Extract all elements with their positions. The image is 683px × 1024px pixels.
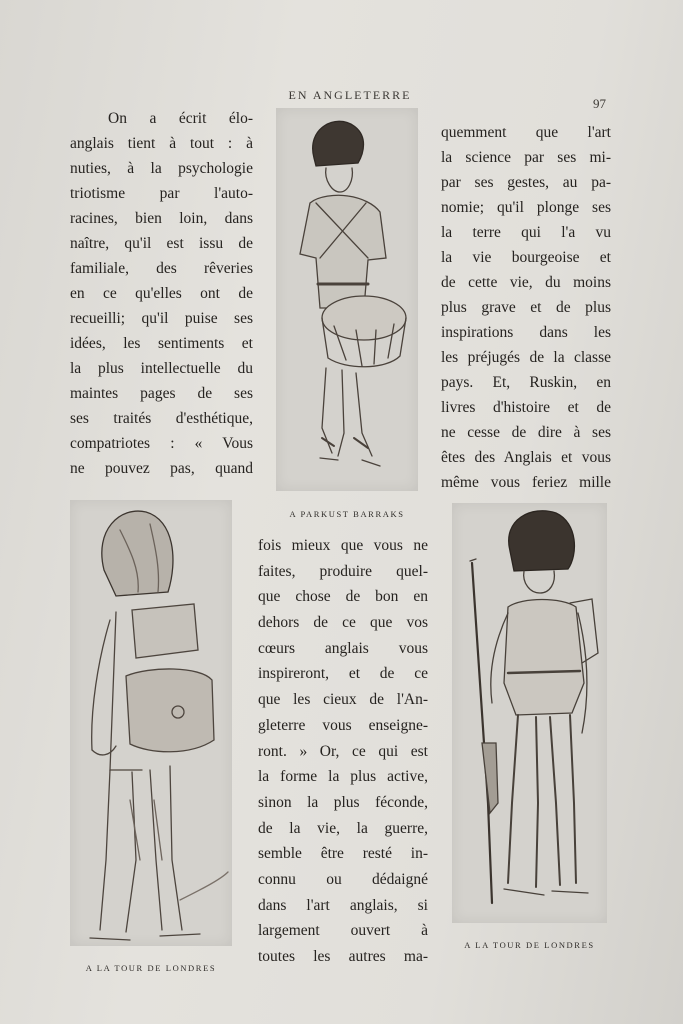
text-line: quemment que l'art <box>441 124 611 141</box>
figure-caption: A PARKUST BARRAKS <box>289 509 405 519</box>
soldier-back-sketch-icon <box>70 500 232 946</box>
text-line: fois mieux que vous ne <box>258 537 428 554</box>
text-line: anglais tient à tout : à <box>70 135 253 152</box>
text-line: par ses gestes, au pa- <box>441 174 611 191</box>
text-line: familiale, des rêveries <box>70 260 253 277</box>
text-line: la plus intellectuelle du <box>70 360 253 377</box>
text-line: gleterre vous enseigne- <box>258 716 428 734</box>
text-line: dehors de ce que vos <box>258 614 428 632</box>
text-line: toutes les autres ma- <box>258 948 428 965</box>
text-line: la vie bourgeoise et <box>441 249 611 266</box>
text-line: largement ouvert à <box>258 922 428 940</box>
text-line: naître, qu'il est issu de <box>70 235 253 252</box>
text-line: compatriotes : « Vous <box>70 435 253 452</box>
figure-caption: A LA TOUR DE LONDRES <box>464 940 595 950</box>
figure-caption: A LA TOUR DE LONDRES <box>85 963 217 973</box>
text-line: maintes pages de ses <box>70 385 253 402</box>
text-line: connu ou dédaigné <box>258 870 428 888</box>
text-line: pays. Et, Ruskin, en <box>441 374 611 391</box>
text-line: racines, bien loin, dans <box>70 210 253 227</box>
text-line: faites, produire quel- <box>258 562 428 580</box>
text-line: On a écrit élo- <box>108 110 253 127</box>
text-line: ne pouvez pas, quand <box>70 460 253 477</box>
text-line: même vous feriez mille <box>441 474 611 491</box>
text-line: cœurs anglais vous <box>258 639 428 657</box>
illustration-guard-rifle <box>452 503 607 923</box>
text-line: plus grave et de plus <box>441 299 611 316</box>
text-line: recueilli; qu'il puise ses <box>70 310 253 327</box>
text-line: de cette vie, du moins <box>441 274 611 291</box>
text-line: que chose de bon en <box>258 588 428 606</box>
text-line: ne cesse de dire à ses <box>441 424 611 441</box>
text-line: la terre qui l'a vu <box>441 224 611 241</box>
text-line: inspirations dans les <box>441 324 611 341</box>
illustration-soldier-back <box>70 500 232 946</box>
drummer-soldier-sketch-icon <box>276 108 418 491</box>
text-line: nuties, à la psychologie <box>70 160 253 177</box>
text-line: en ce qu'elles ont de <box>70 285 253 302</box>
text-line: la forme la plus active, <box>258 768 428 786</box>
text-line: nomie; qu'il plonge ses <box>441 199 611 216</box>
text-line: sinon la plus féconde, <box>258 793 428 811</box>
text-column-center <box>258 533 428 970</box>
text-line: idées, les sentiments et <box>70 335 253 352</box>
guard-with-rifle-sketch-icon <box>452 503 607 923</box>
illustration-drummer <box>276 108 418 491</box>
page-number: 97 <box>593 96 606 111</box>
text-line: la science par ses mi- <box>441 149 611 166</box>
text-column-right <box>441 120 611 495</box>
text-column-left <box>70 106 253 481</box>
text-line: êtes des Anglais et vous <box>441 449 611 466</box>
text-line: de la vie, la guerre, <box>258 819 428 837</box>
text-line: livres d'histoire et de <box>441 399 611 416</box>
text-line: ront. » Or, ce qui est <box>258 742 428 760</box>
text-line: les préjugés de la classe <box>441 349 611 366</box>
text-line: que les cieux de l'An- <box>258 691 428 709</box>
text-line: inspireront, et de ce <box>258 665 428 683</box>
text-line: triotisme par l'auto- <box>70 185 253 202</box>
text-line: ses traités d'esthétique, <box>70 410 253 427</box>
text-line: semble être resté in- <box>258 845 428 863</box>
running-title: EN ANGLETERRE <box>288 88 412 102</box>
text-line: dans l'art anglais, si <box>258 896 428 914</box>
